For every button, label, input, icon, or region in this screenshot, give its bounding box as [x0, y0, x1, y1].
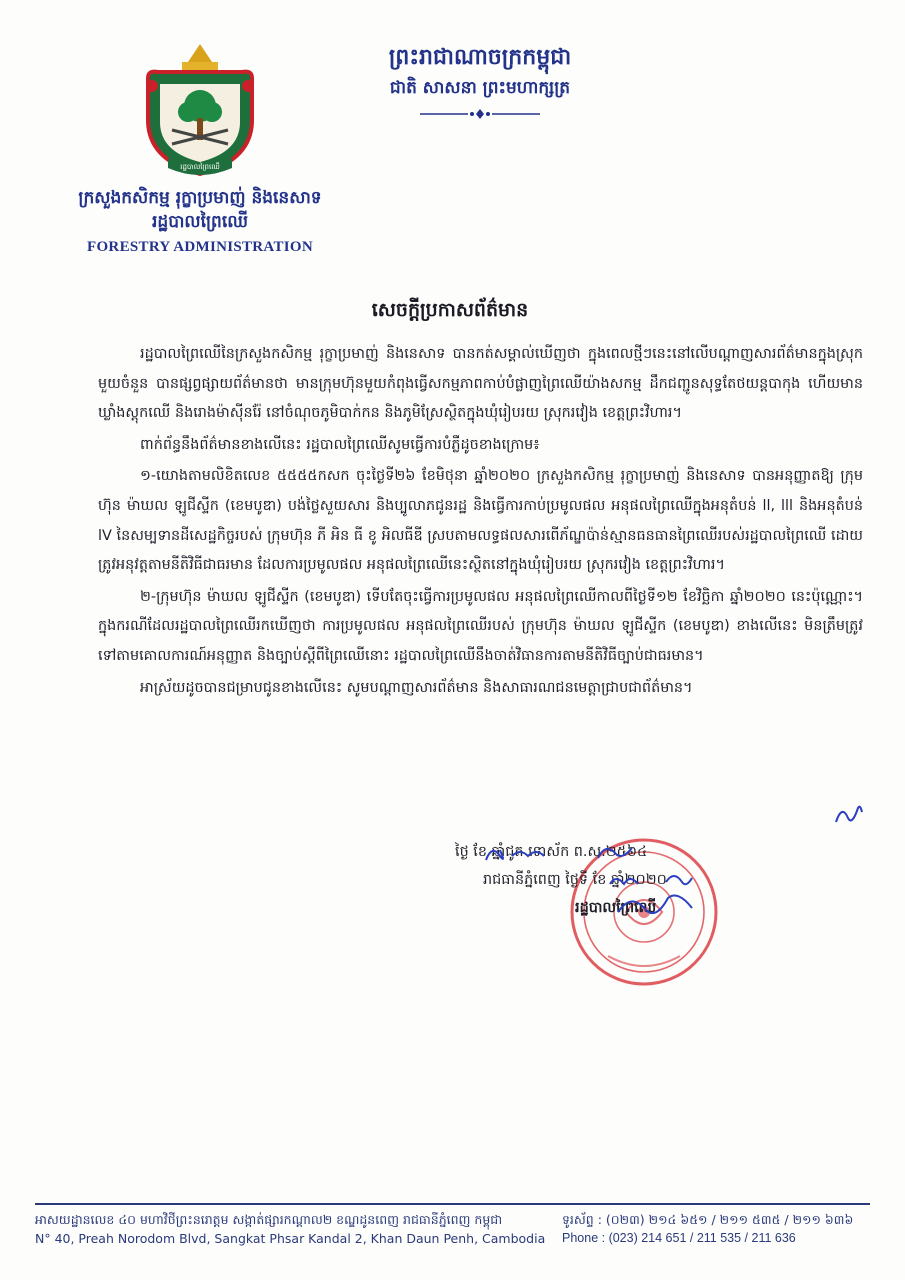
ornament-divider-icon — [420, 108, 540, 120]
department-name-en: FORESTRY ADMINISTRATION — [87, 239, 313, 255]
document-title: សេចក្តីប្រកាសព័ត៌មាន — [371, 299, 529, 321]
paragraph-point-2: ២-ក្រុមហ៊ុន ម៉ាឃល ឡូជីស្ទីក (ខេមបូឌា) ទើបតែចុះធ្វើការប្រមូលផល អនុផលព្រៃឈើកាលពីថ្ងៃទី១២ ខែវិច្ឆិកា ឆ្នាំ២០២០ នេះប៉ុណ្ណោះ។ ក្នុងករណីដែលរដ្ឋបាលព្រៃឈើរកឃើញថា ការប្រមូលផល អនុផលព្រៃឈើរបស់ ក្រុមហ៊ុន ម៉ាឃល ឡូជីស្ទីក (ខេមបូឌា) ខាងលើនេះ មិនត្រឹមត្រូវទៅតាមគោលការណ៍អនុញ្ញាត និងច្បាប់ស្តីពីព្រៃឈើនោះ រដ្ឋបាលព្រៃឈើនឹងចាត់វិធានការតាមនីតិវិធីច្បាប់ជាធរមាន។ — [98, 588, 863, 664]
document-body — [98, 340, 863, 705]
paragraph-intro: រដ្ឋបាលព្រៃឈើនៃក្រសួងកសិកម្ម រុក្ខាប្រមាញ់ និងនេសាទ បានកត់សម្គាល់ឃើញថា ក្នុងពេលថ្មីៗនេះនៅលើបណ្តាញសារព័ត៌មានក្នុងស្រុកមួយចំនួន បានផ្សព្វផ្សាយព័ត៌មានថា មានក្រុមហ៊ុនមួយកំពុងធ្វើសកម្មភាពកាប់បំផ្លាញព្រៃឈើយ៉ាងសកម្ម ដឹកជញ្ជូនសុទ្ធតែថយន្តបាកុង ហើយមានឃ្លាំងស្តុកឈើ និងរោងម៉ាស៊ីនរ៉ែ នៅចំណុចភូមិបាក់កន និងភូមិស្រែស្ថិតក្នុងឃុំរៀបរយ ស្រុករវៀង ខេត្តព្រះវិហារ។ — [98, 346, 863, 422]
phone-en: Phone : (023) 214 651 / 211 535 / 211 636 — [562, 1231, 796, 1245]
kingdom-motto: ជាតិ សាសនា ព្រះមហាក្សត្រ — [389, 78, 571, 98]
kingdom-header — [330, 40, 630, 120]
ministry-block — [40, 186, 360, 260]
paragraph-closing: អាស្រ័យដូចបានជម្រាបជូនខាងលើនេះ សូមបណ្តាញសារព័ត៌មាន និងសាធារណជនមេត្តាជ្រាបជាព័ត៌មាន។ — [140, 679, 693, 696]
lunar-date: ថ្ងៃ ខែ ឆ្នាំជូត ទោស័ក ព.ស.២៥៦៤ — [455, 844, 648, 860]
footer-divider — [35, 1203, 870, 1205]
paragraph-point-1: ១-យោងតាមលិខិតលេខ ៥៥៥៥កសក ចុះថ្ងៃទី២៦ ខែមិថុនា ឆ្នាំ២០២០ ក្រសួងកសិកម្ម រុក្ខាប្រមាញ់ និងនេសាទ បានអនុញ្ញាតឱ្យ ក្រុមហ៊ុន ម៉ាឃល ឡូជីស្ទីក (ខេមបូឌា) បង់ថ្លៃសួយសារ និងប្បូលាភជូនរដ្ឋ និងធ្វើការកាប់ប្រមូលផល អនុផលព្រៃឈើក្នុងអនុតំបន់ ll, lll និងអនុតំបន់ lV នៃសម្បទានដីសេដ្ឋកិច្ចរបស់ ក្រុមហ៊ុន ភី អិន ធី ខូ អិលធីឌី ស្របតាមលទ្ធផលសារពើភ័ណ្ឌប៉ាន់ស្មានធនធានព្រៃឈើរបស់រដ្ឋបាលព្រៃឈើ ដោយត្រូវអនុវត្តតាមនីតិវិធីជាធរមាន ដែលការប្រមូលផល អនុផលព្រៃឈើនេះស្ថិតនៅក្នុងឃុំរៀបរយ ស្រុករវៀង ខេត្តព្រះវិហារ។ — [98, 468, 863, 574]
forestry-emblem-logo — [138, 40, 262, 180]
ministry-name: ក្រសួងកសិកម្ម រុក្ខាប្រមាញ់ និងនេសាទ — [78, 188, 322, 208]
signatory: រដ្ឋបាលព្រៃឈើ — [575, 900, 657, 916]
kingdom-title: ព្រះរាជាណាចក្រកម្ពុជា — [388, 44, 572, 70]
footer-address — [35, 1210, 555, 1248]
footer-phone — [562, 1210, 872, 1248]
phone-kh: ទូរស័ព្ទ : (០២៣) ២១៤ ៦៥១ / ២១១ ៥៣៥ / ២១១ ៦៣៦ — [562, 1212, 854, 1227]
address-en: N° 40, Preah Norodom Blvd, Sangkat Phsar Kandal 2, Khan Daun Penh, Cambodia — [35, 1231, 546, 1246]
handwritten-signature — [612, 888, 702, 924]
paragraph-clarification: ពាក់ព័ន្ធនឹងព័ត៌មានខាងលើនេះ រដ្ឋបាលព្រៃឈើសូមធ្វើការបំភ្លឺដូចខាងក្រោម៖ — [140, 436, 540, 453]
place-date: រាជធានីភ្នំពេញ ថ្ងៃទី ខែ ឆ្នាំ២០២០ — [483, 872, 667, 888]
handwritten-initial — [832, 800, 866, 830]
svg-text:រដ្ឋបាលព្រៃឈើ: រដ្ឋបាលព្រៃឈើ — [180, 163, 220, 171]
department-name: រដ្ឋបាលព្រៃឈើ — [152, 212, 248, 232]
address-kh: អាសយដ្ឋានលេខ ៤០ មហាវិថីព្រះនរោត្តម សង្កាត់ផ្សារកណ្តាល២ ខណ្ឌដូនពេញ រាជធានីភ្នំពេញ កម្ពុជា — [35, 1212, 503, 1227]
